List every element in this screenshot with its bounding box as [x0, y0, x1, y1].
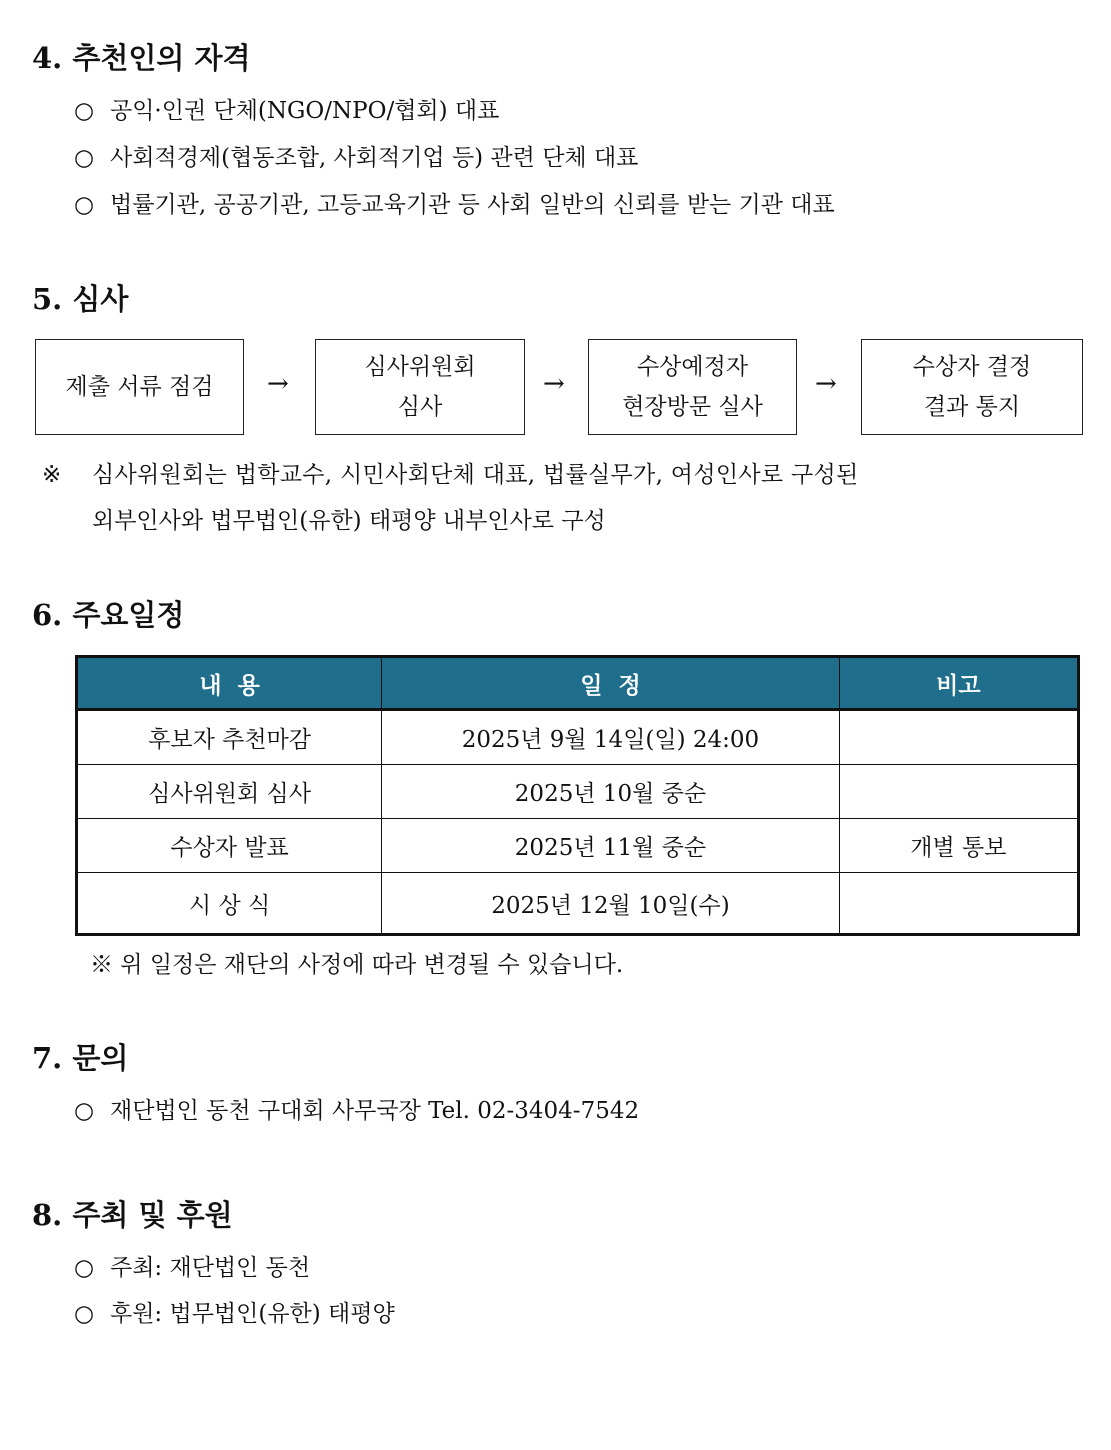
- qualification-item-1: ○ 공익·인권 단체(NGO/NPO/협회) 대표: [74, 98, 500, 124]
- cell-date: 2025년 12월 10일(수): [382, 873, 840, 935]
- table-row: [77, 819, 1079, 873]
- cell-content: 심사위원회 심사: [77, 765, 382, 819]
- cell-note: [839, 873, 1078, 935]
- cell-content: 시 상 식: [77, 873, 382, 935]
- cell-content: 후보자 추천마감: [77, 710, 382, 765]
- cell-note: [839, 710, 1078, 765]
- section-7-heading: 7. 문의: [32, 1041, 129, 1075]
- cell-note: 개별 통보: [839, 819, 1078, 873]
- schedule-footnote: ※ 위 일정은 재단의 사정에 따라 변경될 수 있습니다.: [90, 952, 624, 978]
- step-committee-review: 심사위원회 심사: [315, 339, 525, 435]
- section-6-heading: 6. 주요일정: [32, 598, 185, 632]
- arrow-right-icon: →: [543, 369, 565, 399]
- step-site-visit: 수상예정자 현장방문 실사: [588, 339, 797, 435]
- qualification-item-2: ○ 사회적경제(협동조합, 사회적기업 등) 관련 단체 대표: [74, 145, 639, 171]
- section-4-heading: 4. 추천인의 자격: [32, 41, 251, 75]
- column-header-note: 비고: [839, 657, 1078, 710]
- table-row: [77, 765, 1079, 819]
- contact-item: ○ 재단법인 동천 구대회 사무국장 Tel. 02-3404-7542: [74, 1098, 640, 1124]
- circle-bullet-icon: ○: [74, 1098, 95, 1124]
- cell-content: 수상자 발표: [77, 819, 382, 873]
- committee-note-mark: ※: [42, 462, 62, 488]
- section-8-heading: 8. 주최 및 후원: [32, 1198, 233, 1232]
- cell-date: 2025년 11월 중순: [382, 819, 840, 873]
- qualification-item-3: ○ 법률기관, 공공기관, 고등교육기관 등 사회 일반의 신뢰를 받는 기관 대표: [74, 192, 835, 218]
- column-header-date: 일 정: [382, 657, 840, 710]
- review-process-flow: [35, 339, 1085, 439]
- cell-date: 2025년 9월 14일(일) 24:00: [382, 710, 840, 765]
- step-decision-notice: 수상자 결정 결과 통지: [861, 339, 1083, 435]
- table-row: [77, 710, 1079, 765]
- cell-date: 2025년 10월 중순: [382, 765, 840, 819]
- host-item: ○ 주최: 재단법인 동천: [74, 1255, 311, 1281]
- circle-bullet-icon: ○: [74, 1255, 95, 1281]
- table-header-row: [77, 657, 1079, 710]
- committee-note-line-2: 외부인사와 법무법인(유한) 태평양 내부인사로 구성: [92, 508, 606, 534]
- sponsor-item: ○ 후원: 법무법인(유한) 태평양: [74, 1301, 395, 1327]
- section-5-heading: 5. 심사: [32, 282, 129, 316]
- table-row: [77, 873, 1079, 935]
- step-document-check: 제출 서류 점검: [35, 339, 244, 435]
- schedule-table: [75, 655, 1080, 936]
- cell-note: [839, 765, 1078, 819]
- circle-bullet-icon: ○: [74, 1301, 95, 1327]
- arrow-right-icon: →: [267, 369, 289, 399]
- arrow-right-icon: →: [815, 369, 837, 399]
- committee-note-line-1: 심사위원회는 법학교수, 시민사회단체 대표, 법률실무가, 여성인사로 구성된: [92, 462, 859, 488]
- circle-bullet-icon: ○: [74, 145, 95, 171]
- circle-bullet-icon: ○: [74, 98, 95, 124]
- column-header-content: 내 용: [77, 657, 382, 710]
- circle-bullet-icon: ○: [74, 192, 95, 218]
